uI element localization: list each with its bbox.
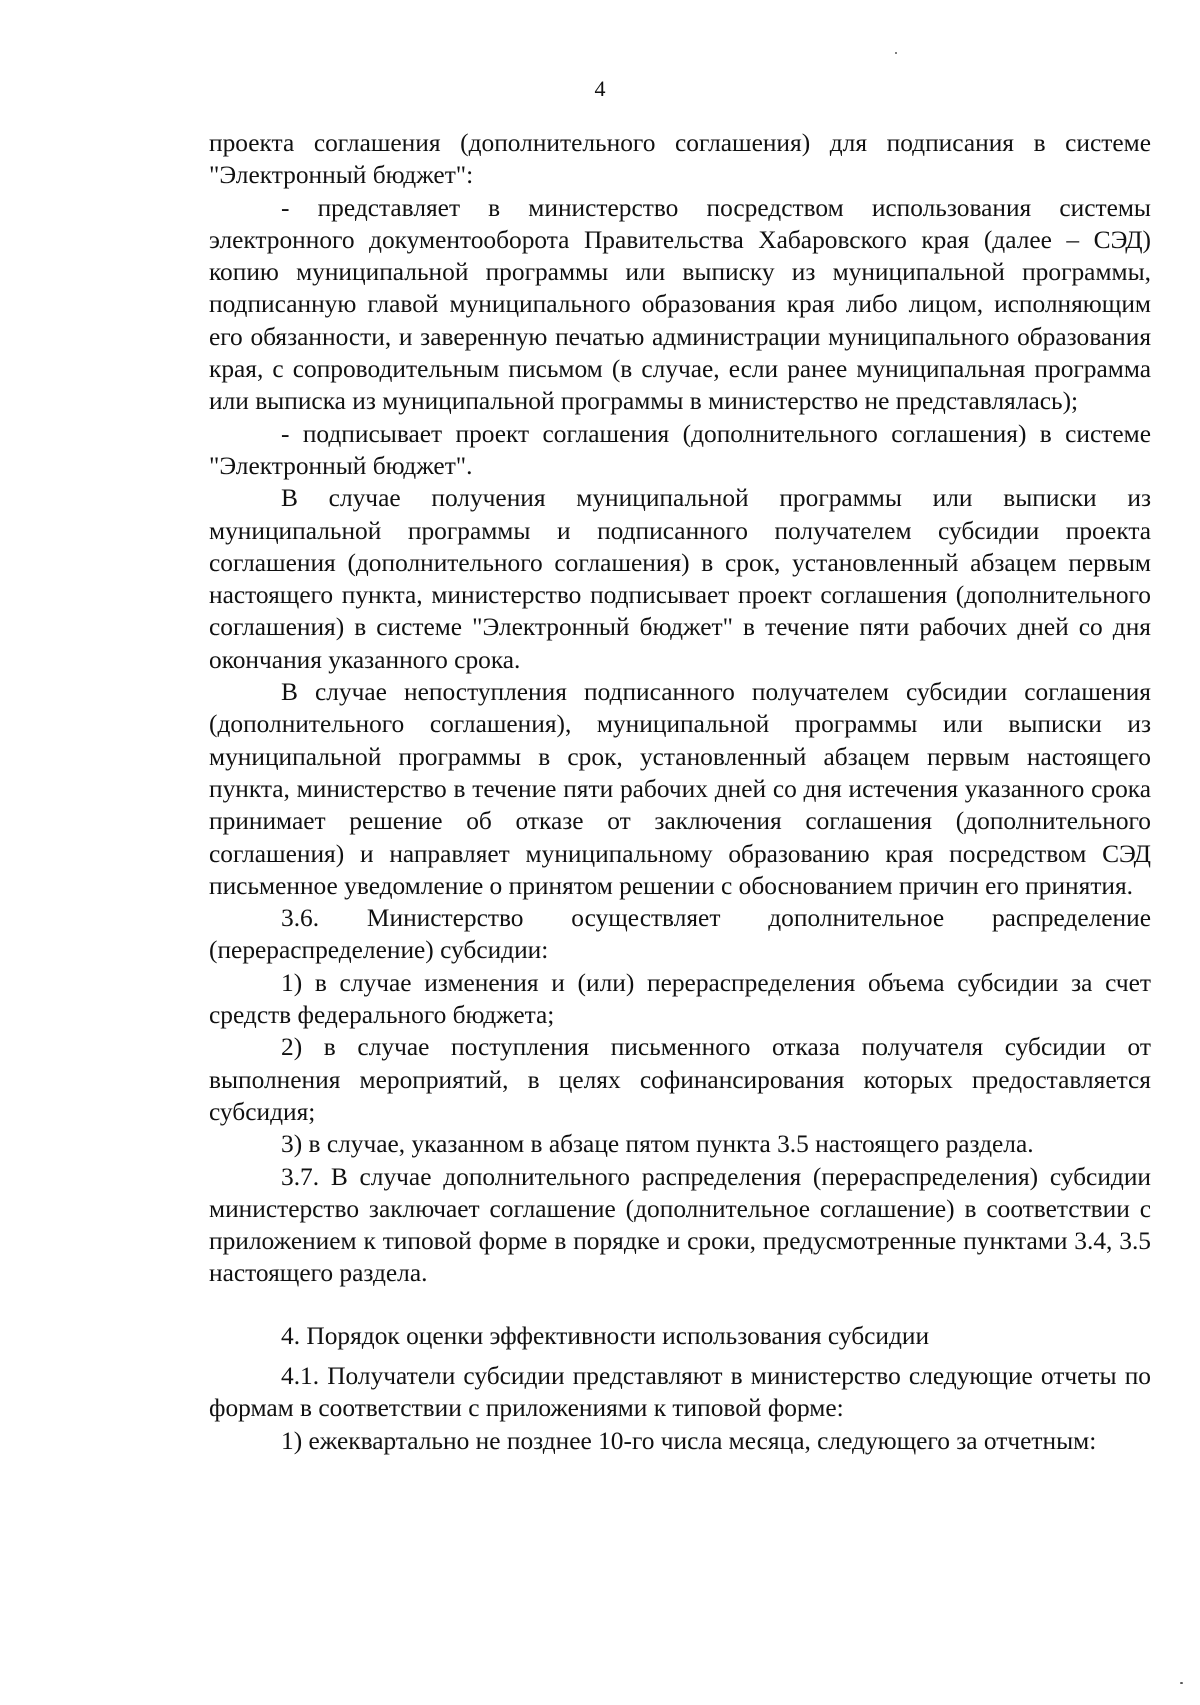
scan-speck — [1180, 1682, 1183, 1684]
paragraph-sign-project: - подписывает проект соглашения (дополнительного соглашения) в системе "Электронный бюджет". — [209, 419, 1151, 480]
scan-speck — [895, 52, 897, 54]
list-item-4-1-1: 1) ежеквартально не позднее 10-го числа месяца, следующего за отчетным: — [281, 1426, 1097, 1455]
list-item-3-6-1: 1) в случае изменения и (или) перераспределения объема субсидии за счет средств федерального бюджета; — [209, 968, 1151, 1030]
paragraph-3-6: 3.6. Министерство осуществляет дополнительное распределение (перераспределение) субсидии: — [209, 904, 1151, 965]
list-item-3-6-3: 3) в случае, указанном в абзаце пятом пункта 3.5 настоящего раздела. — [281, 1130, 1034, 1159]
section-heading-4: 4. Порядок оценки эффективности использования субсидии — [281, 1321, 930, 1350]
paragraph-submit-program: - представляет в министерство посредством использования системы электронного документооборота Правительства Хабаровского края (далее – СЭД) копию муниципальной программы или выписку из муниципальной программы, подписанную главой муниципального образования края либо лицом, исполняющим его обязанности, и заверенную печатью администрации муниципального образования края, с сопроводительным письмом (в случае, если ранее муниципальная программа или выписка из муниципальной программы в министерство не представлялась); — [209, 193, 1151, 416]
paragraph-ministry-signs: В случае получения муниципальной программы или выписки из муниципальной программы и подписанного получателем субсидии проекта соглашения (дополнительного соглашения) в срок, установленный абзацем первым настоящего пункта, министерство подписывает проект соглашения (дополнительного соглашения) в системе "Электронный бюджет" в течение пяти рабочих дней со дня окончания указанного срока. — [209, 484, 1151, 674]
document-body — [209, 127, 1151, 1457]
page-number: 4 — [594, 76, 606, 101]
paragraph-continuation: проекта соглашения (дополнительного соглашения) для подписания в системе "Электронный бюджет": — [209, 129, 1151, 190]
paragraph-3-7: 3.7. В случае дополнительного распределения (перераспределения) субсидии министерство заключает соглашение (дополнительное соглашение) в соответствии с приложением к типовой форме в порядке и сроки, предусмотренные пунктами 3.4, 3.5 настоящего раздела. — [209, 1162, 1151, 1288]
paragraph-4-1: 4.1. Получатели субсидии представляют в министерство следующие отчеты по формам в соответствии с приложениями к типовой форме: — [209, 1361, 1151, 1423]
list-item-3-6-2: 2) в случае поступления письменного отказа получателя субсидии от выполнения мероприятий, в целях софинансирования которых предоставляется субсидия; — [209, 1033, 1151, 1126]
paragraph-refusal: В случае непоступления подписанного получателем субсидии соглашения (дополнительного соглашения), муниципальной программы или выписки из муниципальной программы в срок, установленный абзацем первым настоящего пункта, министерство в течение пяти рабочих дней со дня истечения указанного срока принимает решение об отказе от заключения соглашения (дополнительного соглашения) и направляет муниципальному образованию края посредством СЭД письменное уведомление о принятом решении с обоснованием причин его принятия. — [209, 678, 1151, 900]
